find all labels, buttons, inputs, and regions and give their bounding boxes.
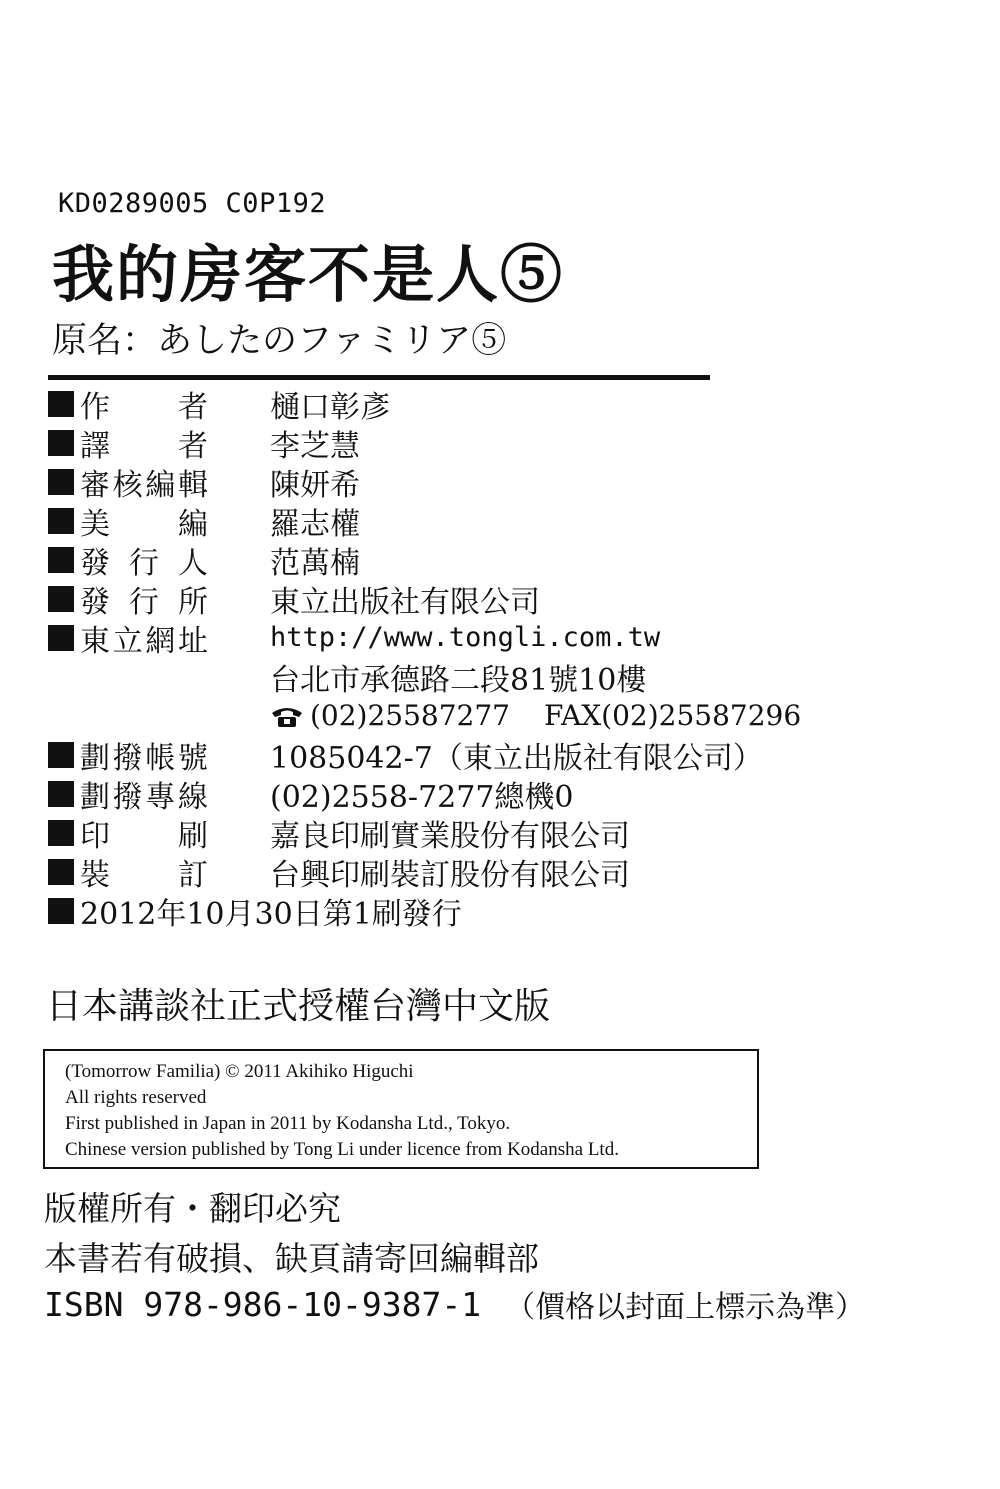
credit-row-binding xyxy=(48,852,808,891)
credit-label: 美 編 xyxy=(80,506,208,542)
copyright-line: (Tomorrow Familia) © 2011 Akihiko Higuchi xyxy=(65,1061,414,1082)
credit-value: 樋口彰彥 xyxy=(270,389,390,425)
credit-row-hotline xyxy=(48,774,808,813)
credit-value: 1085042-7（東立出版社有限公司） xyxy=(270,740,763,776)
bullet-square-icon xyxy=(48,781,74,807)
telephone-icon xyxy=(270,704,304,728)
credit-row-printing xyxy=(48,813,808,852)
credit-label: 發行人 xyxy=(80,545,208,581)
phone-number: (02)25587277 xyxy=(310,699,510,732)
fax-number: FAX(02)25587296 xyxy=(544,699,802,732)
credit-row-translator xyxy=(48,423,808,462)
credit-value: 李芝慧 xyxy=(270,428,360,464)
bullet-square-icon xyxy=(48,859,74,885)
credit-label: 劃撥專線 xyxy=(80,779,208,815)
credit-value: 東立出版社有限公司 xyxy=(270,584,540,620)
bullet-square-icon xyxy=(48,820,74,846)
address-row xyxy=(48,657,808,696)
rights-reserved-line: All rights reserved xyxy=(65,1087,207,1108)
credit-row-account xyxy=(48,735,808,774)
bullet-square-icon xyxy=(48,625,74,651)
credit-label: 裝 訂 xyxy=(80,857,208,893)
bullet-square-icon xyxy=(48,508,74,534)
bullet-square-icon xyxy=(48,586,74,612)
original-title: 原名：あしたのファミリア⑤ xyxy=(52,321,507,361)
credit-row-author xyxy=(48,384,808,423)
credit-label: 東立網址 xyxy=(80,623,208,659)
credit-value: 陳妍希 xyxy=(270,467,360,503)
credit-value: 羅志權 xyxy=(270,506,360,542)
bullet-square-icon xyxy=(48,391,74,417)
credit-label: 審核編輯 xyxy=(80,467,208,503)
credit-row-review-editor xyxy=(48,462,808,501)
bullet-square-icon xyxy=(48,742,74,768)
bullet-square-icon xyxy=(48,547,74,573)
credit-row-art-editor xyxy=(48,501,808,540)
phone-row xyxy=(48,696,808,735)
credit-label: 發行所 xyxy=(80,584,208,620)
credit-value: 嘉良印刷實業股份有限公司 xyxy=(270,818,630,854)
credit-label: 印 刷 xyxy=(80,818,208,854)
credit-label: 譯 者 xyxy=(80,428,208,464)
bullet-square-icon xyxy=(48,469,74,495)
credit-label: 劃撥帳號 xyxy=(80,740,208,776)
license-line: 日本講談社正式授權台灣中文版 xyxy=(46,986,551,1027)
first-published-line: First published in Japan in 2011 by Kodansha Ltd., Tokyo. xyxy=(65,1113,511,1134)
credit-value: (02)2558-7277總機0 xyxy=(270,779,574,815)
damage-notice: 本書若有破損、缺頁請寄回編輯部 xyxy=(44,1239,539,1278)
bullet-square-icon xyxy=(48,898,74,924)
bullet-square-icon xyxy=(48,430,74,456)
price-note: （價格以封面上標示為準） xyxy=(505,1290,866,1325)
address: 台北市承德路二段81號10樓 xyxy=(270,662,647,698)
rights-notice: 版權所有・翻印必究 xyxy=(44,1189,341,1228)
product-code: KD0289005 C0P192 xyxy=(58,188,327,219)
book-title: 我的房客不是人⑤ xyxy=(52,238,565,311)
isbn-row xyxy=(44,1282,865,1326)
credit-row-publishing-house xyxy=(48,579,808,618)
print-date: 2012年10月30日第1刷發行 xyxy=(80,896,462,932)
title-divider xyxy=(48,375,710,380)
credit-label: 作 者 xyxy=(80,389,208,425)
chinese-version-line: Chinese version published by Tong Li under licence from Kodansha Ltd. xyxy=(65,1139,619,1160)
isbn: ISBN 978-986-10-9387-1 xyxy=(44,1284,482,1324)
credit-row-website xyxy=(48,618,808,657)
credit-value: 范萬楠 xyxy=(270,545,360,581)
website-url: http://www.tongli.com.tw xyxy=(270,622,661,653)
credit-value: 台興印刷裝訂股份有限公司 xyxy=(270,857,630,893)
copyright-box xyxy=(43,1049,759,1169)
credit-row-publisher xyxy=(48,540,808,579)
credits-list xyxy=(48,384,808,930)
print-date-row xyxy=(48,891,808,930)
